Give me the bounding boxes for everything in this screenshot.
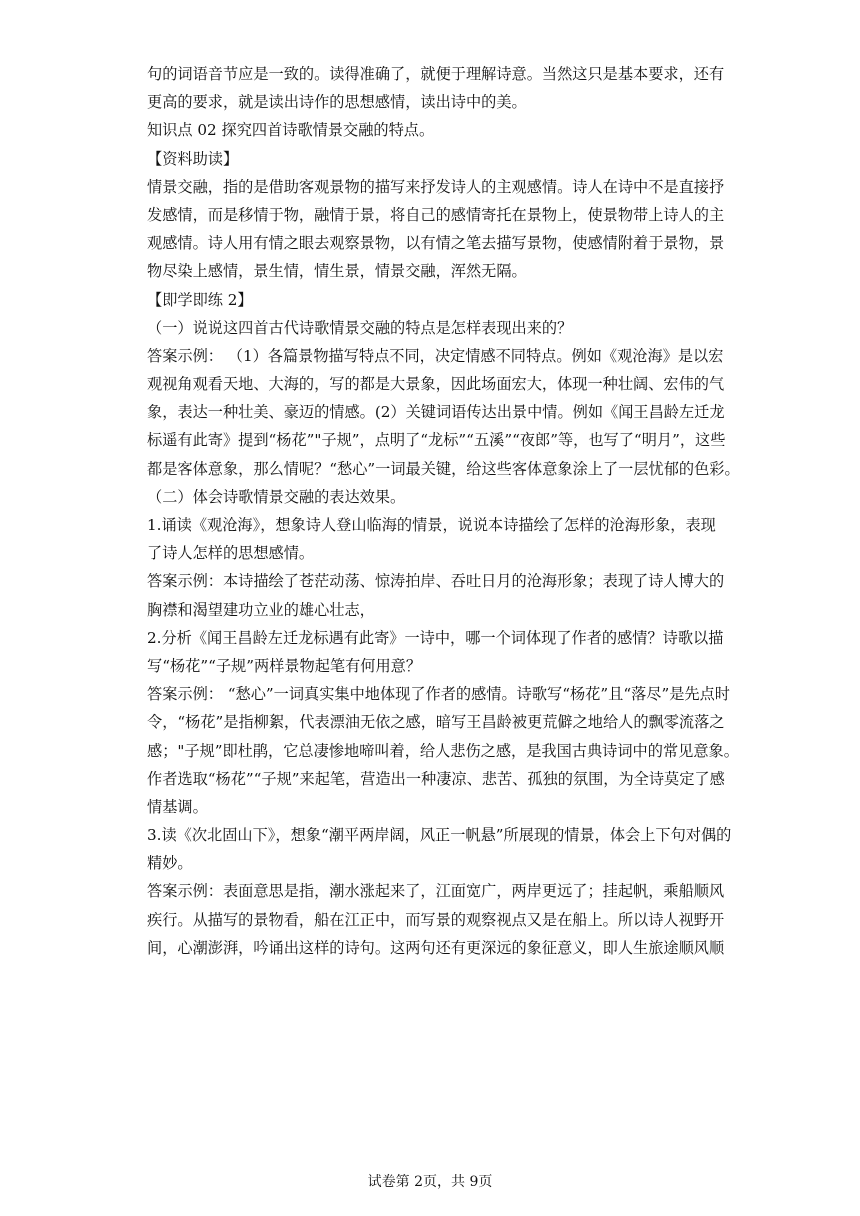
section-heading-reading-aid: 【资料助读】 <box>147 149 239 168</box>
question-line: 写“杨花”“子规”两样景物起笔有何用意？ <box>147 656 422 675</box>
question-line: （一）说说这四首古代诗歌情景交融的特点是怎样表现出来的？ <box>147 318 573 337</box>
answer-line: 令，“杨花”是指柳絮，代表漂油无依之感，暗写王昌龄被更荒僻之地给人的飘零流落之 <box>147 713 725 732</box>
answer-line: 疾行。从描写的景物看，船在江正中，而写景的观察视点又是在船上。所以诗人视野开 <box>147 910 725 929</box>
answer-line: 答案示例： “愁心”一词真实集中地体现了作者的感情。诗歌写“杨花”且“落尽”是先点时 <box>147 685 730 704</box>
page-footer: 试卷第 2页，共 9页 <box>367 1174 493 1190</box>
answer-line: 标遥有此寄》提到“杨花”"子规”，点明了“龙标”“五溪”“夜郎”等，也写了“明月”，这些 <box>147 431 726 450</box>
answer-line: 感；"子规”即杜鹃，它总凄惨地啼叫着，给人悲伤之感，是我国古典诗词中的常见意象。 <box>147 741 739 760</box>
section-heading-practice: 【即学即练 2】 <box>147 290 253 309</box>
text-line: 观感情。诗人用有情之眼去观察景物，以有情之笔去描写景物，使感情附着于景物，景 <box>147 234 725 253</box>
answer-line: 答案示例：本诗描绘了苍茫动荡、惊涛拍岸、吞吐日月的沧海形象；表现了诗人博大的 <box>147 572 725 591</box>
knowledge-point-heading: 知识点 02 探究四首诗歌情景交融的特点。 <box>147 121 435 140</box>
page-content <box>147 60 740 962</box>
text-line: 发感情，而是移情于物，融情于景，将自己的感情寄托在景物上，使景物带上诗人的主 <box>147 205 725 224</box>
text-line: 更高的要求，就是读出诗作的思想感情，读出诗中的美。 <box>147 93 527 112</box>
text-line: 情景交融，指的是借助客观景物的描写来抒发诗人的主观感情。诗人在诗中不是直接抒 <box>147 177 725 196</box>
question-line: 精妙。 <box>147 854 193 873</box>
text-line: 物尽染上感情，景生情，情生景，情景交融，浑然无隔。 <box>147 262 527 281</box>
question-line: 3.读《次北固山下》，想象“潮平两岸阔，风正一帆悬”所展现的情景，体会上下句对偶的 <box>147 826 732 845</box>
answer-line: 都是客体意象，那么情呢？“愁心”一词最关键，给这些客体意象涂上了一层忧郁的色彩。 <box>147 459 740 478</box>
question-line: 了诗人怎样的思想感情。 <box>147 544 315 563</box>
text-line: 句的词语音节应是一致的。读得准确了，就便于理解诗意。当然这只是基本要求，还有 <box>147 65 725 83</box>
answer-line: 观视角观看天地、大海的，写的都是大景象，因此场面宏大，体现一种壮阔、宏伟的气 <box>147 375 725 394</box>
answer-line: 胸襟和渴望建功立业的雄心壮志， <box>147 600 375 619</box>
answer-line: 象，表达一种壮美、豪迈的情感。(2）关键词语传达出景中情。例如《闻王昌龄左迁龙 <box>147 403 725 422</box>
question-line: 2.分析《闻王昌龄左迁龙标遇有此寄》一诗中，哪一个词体现了作者的感情？诗歌以描 <box>147 628 724 647</box>
answer-line: 间，心潮澎湃，吟诵出这样的诗句。这两句还有更深远的象征意义，即人生旅途顺风顺 <box>147 938 725 957</box>
answer-line: 答案示例：表面意思是指，潮水涨起来了，江面宽广，两岸更远了；挂起帆，乘船顺风 <box>147 882 725 901</box>
answer-line: 答案示例： （1）各篇景物描写特点不同，决定情感不同特点。例如《观沧海》是以宏 <box>147 346 724 365</box>
question-line: （二）体会诗歌情景交融的表达效果。 <box>147 487 406 506</box>
question-line: 1.诵读《观沧海》，想象诗人登山临海的情景，说说本诗描绘了怎样的沧海形象，表现 <box>147 516 716 534</box>
answer-line: 情基调。 <box>147 797 208 816</box>
answer-line: 作者选取“杨花”“子规”来起笔，营造出一种凄凉、悲苦、孤独的氛围，为全诗莫定了感 <box>147 769 725 788</box>
